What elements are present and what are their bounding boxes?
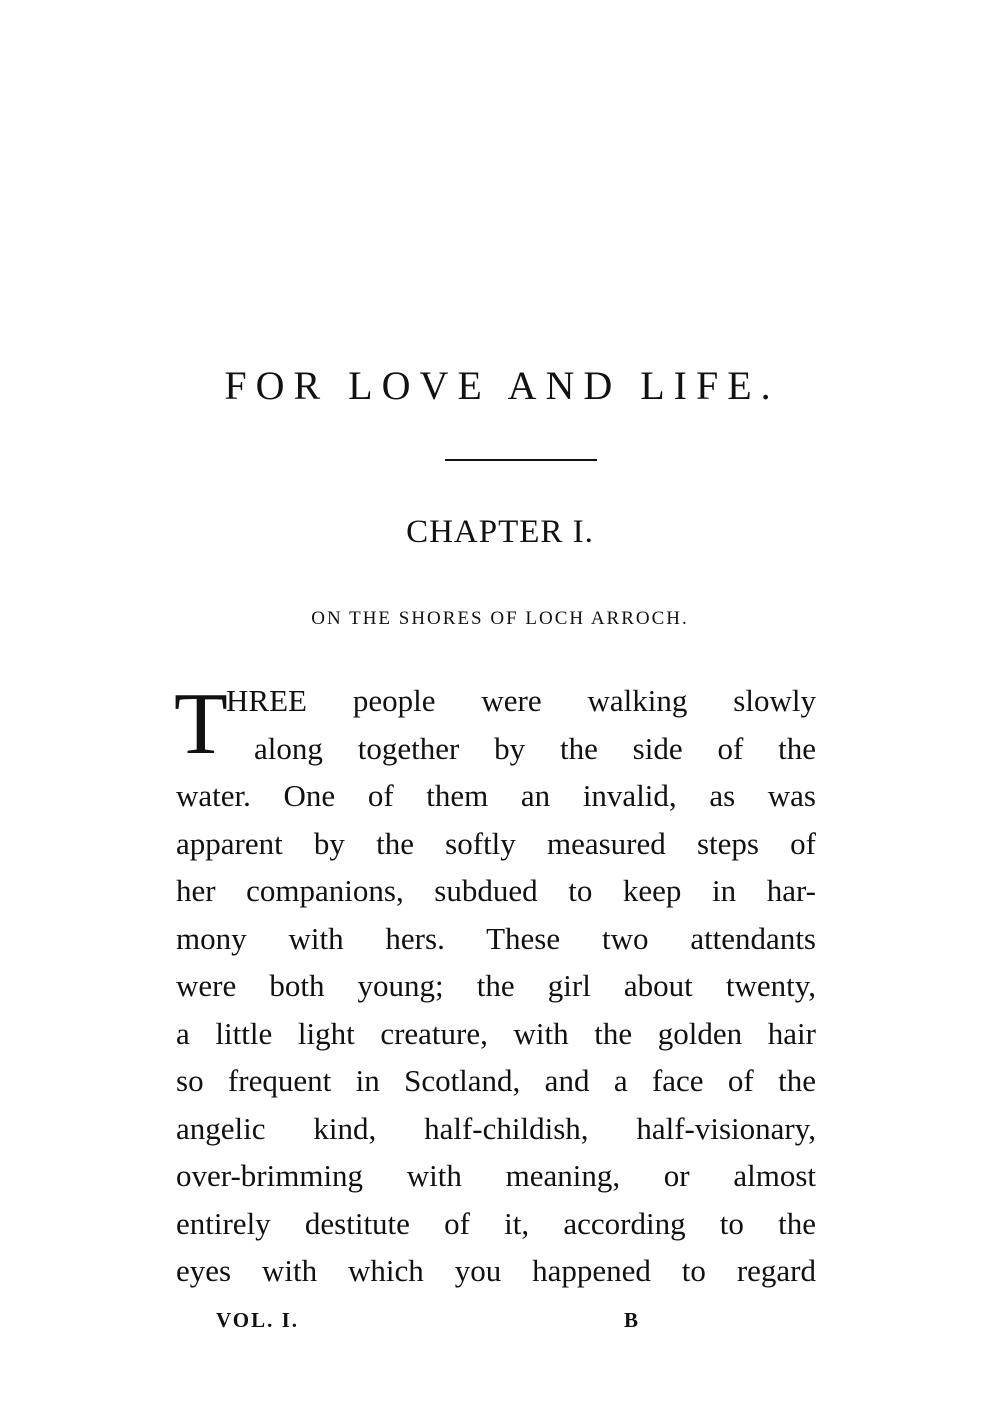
- body-paragraph: [176, 677, 816, 1295]
- text-line: eyes with which you happened to regard: [176, 1253, 816, 1288]
- text-line: her companions, subdued to keep in har-: [176, 873, 816, 908]
- title-divider: [445, 459, 597, 461]
- drop-cap: T: [174, 676, 228, 773]
- text-line: over-brimming with meaning, or almost: [176, 1158, 816, 1193]
- footer-volume: VOL. I.: [216, 1308, 300, 1332]
- text-line: water. One of them an invalid, as was: [176, 778, 816, 813]
- chapter-heading: CHAPTER I.: [406, 514, 594, 550]
- text-line: entirely destitute of it, according to the: [176, 1205, 816, 1241]
- book-title: FOR LOVE AND LIFE.: [224, 363, 780, 408]
- chapter-subtitle: ON THE SHORES OF LOCH ARROCH.: [311, 608, 689, 629]
- text-line: along together by the side of the: [254, 730, 816, 766]
- text-line: mony with hers. These two attendants: [176, 920, 816, 956]
- text-line: so frequent in Scotland, and a face of the: [176, 1063, 816, 1098]
- footer-signature: B: [624, 1308, 641, 1332]
- text-line: HREE people were walking slowly: [226, 683, 816, 718]
- text-line: apparent by the softly measured steps of: [176, 825, 816, 861]
- text-line: angelic kind, half-childish, half-visionary,: [176, 1110, 816, 1146]
- text-line: a little light creature, with the golden hair: [176, 1015, 816, 1051]
- text-line: were both young; the girl about twenty,: [176, 968, 816, 1003]
